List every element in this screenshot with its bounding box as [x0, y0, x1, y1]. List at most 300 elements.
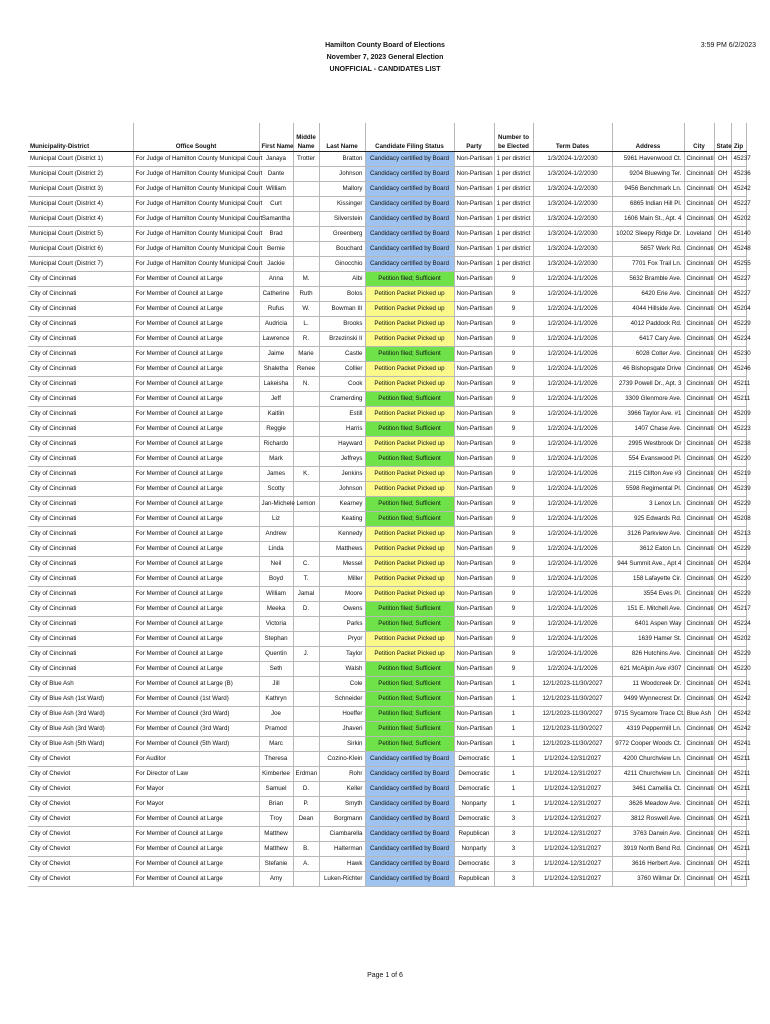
cell-state: OH: [714, 272, 731, 287]
cell-number-elected: 1 per district: [494, 212, 533, 227]
cell-municipality: City of Cheviot: [28, 827, 133, 842]
cell-city: Cincinnati: [684, 422, 714, 437]
cell-term-dates: 1/1/2024-12/31/2027: [533, 797, 612, 812]
cell-term-dates: 12/1/2023-11/30/2027: [533, 677, 612, 692]
cell-first-name: Quentin: [259, 647, 293, 662]
cell-first-name: Stefanie: [259, 857, 293, 872]
cell-office: For Member of Council at Large: [133, 572, 259, 587]
table-row: [28, 317, 746, 332]
cell-middle-name: J.: [293, 647, 319, 662]
cell-zip: 45255: [731, 257, 746, 272]
cell-number-elected: 9: [494, 332, 533, 347]
cell-status: Petition filed; Sufficient: [365, 347, 454, 362]
cell-municipality: Municipal Court (District 4): [28, 212, 133, 227]
cell-municipality: City of Cincinnati: [28, 362, 133, 377]
cell-municipality: City of Cincinnati: [28, 662, 133, 677]
cell-zip: 45213: [731, 527, 746, 542]
cell-municipality: City of Cincinnati: [28, 557, 133, 572]
col-first-name: First Name: [259, 123, 293, 152]
cell-middle-name: [293, 242, 319, 257]
cell-state: OH: [714, 587, 731, 602]
cell-address: 151 E. Mitchell Ave.: [612, 602, 684, 617]
cell-state: OH: [714, 782, 731, 797]
cell-zip: 45246: [731, 362, 746, 377]
cell-term-dates: 1/2/2024-1/1/2026: [533, 617, 612, 632]
cell-office: For Director of Law: [133, 767, 259, 782]
table-row: [28, 392, 746, 407]
cell-first-name: Kathryn: [259, 692, 293, 707]
cell-last-name: Parks: [319, 617, 365, 632]
cell-middle-name: [293, 632, 319, 647]
cell-number-elected: 9: [494, 317, 533, 332]
table-row: [28, 497, 746, 512]
cell-last-name: Jhaveri: [319, 722, 365, 737]
cell-number-elected: 1: [494, 677, 533, 692]
cell-zip: 45202: [731, 212, 746, 227]
cell-address: 4200 Churchview Ln.: [612, 752, 684, 767]
cell-state: OH: [714, 557, 731, 572]
table-row: [28, 257, 746, 272]
cell-status: Candidacy certified by Board: [365, 872, 454, 887]
cell-term-dates: 1/2/2024-1/1/2026: [533, 392, 612, 407]
cell-status: Petition Packet Picked up: [365, 287, 454, 302]
cell-municipality: City of Blue Ash (3rd Ward): [28, 707, 133, 722]
cell-first-name: Andrew: [259, 527, 293, 542]
table-row: [28, 827, 746, 842]
cell-middle-name: B.: [293, 842, 319, 857]
table-row: [28, 452, 746, 467]
cell-middle-name: [293, 257, 319, 272]
cell-last-name: Pryor: [319, 632, 365, 647]
cell-first-name: Jaime: [259, 347, 293, 362]
cell-state: OH: [714, 182, 731, 197]
cell-middle-name: [293, 422, 319, 437]
cell-last-name: Rohr: [319, 767, 365, 782]
col-last-name: Last Name: [319, 123, 365, 152]
cell-address: 5961 Havenwood Ct.: [612, 152, 684, 167]
cell-municipality: City of Cincinnati: [28, 632, 133, 647]
cell-address: 2995 Westbrook Dr: [612, 437, 684, 452]
cell-state: OH: [714, 257, 731, 272]
cell-address: 3626 Meadow Ave.: [612, 797, 684, 812]
cell-office: For Member of Council at Large: [133, 347, 259, 362]
cell-city: Cincinnati: [684, 152, 714, 167]
cell-zip: 45227: [731, 287, 746, 302]
cell-municipality: Municipal Court (District 7): [28, 257, 133, 272]
cell-city: Cincinnati: [684, 662, 714, 677]
cell-office: For Member of Council at Large: [133, 647, 259, 662]
cell-number-elected: 9: [494, 602, 533, 617]
cell-party: Non-Partisan: [454, 662, 494, 677]
cell-number-elected: 9: [494, 467, 533, 482]
cell-party: Non-Partisan: [454, 557, 494, 572]
cell-number-elected: 9: [494, 527, 533, 542]
cell-term-dates: 1/2/2024-1/1/2026: [533, 422, 612, 437]
table-row: [28, 842, 746, 857]
cell-city: Cincinnati: [684, 407, 714, 422]
cell-status: Petition Packet Picked up: [365, 332, 454, 347]
cell-first-name: Troy: [259, 812, 293, 827]
cell-middle-name: [293, 872, 319, 887]
cell-zip: 45220: [731, 452, 746, 467]
table-row: [28, 362, 746, 377]
cell-number-elected: 9: [494, 287, 533, 302]
cell-address: 10202 Sleepy Ridge Dr.: [612, 227, 684, 242]
cell-office: For Member of Council at Large: [133, 272, 259, 287]
cell-zip: 45211: [731, 842, 746, 857]
cell-number-elected: 9: [494, 452, 533, 467]
cell-address: 6401 Aspen Way: [612, 617, 684, 632]
cell-office: For Member of Council at Large: [133, 482, 259, 497]
cell-municipality: City of Cincinnati: [28, 317, 133, 332]
cell-middle-name: C.: [293, 557, 319, 572]
cell-first-name: Jackie: [259, 257, 293, 272]
table-row: [28, 617, 746, 632]
cell-status: Petition Packet Picked up: [365, 542, 454, 557]
cell-city: Cincinnati: [684, 782, 714, 797]
cell-party: Republican: [454, 872, 494, 887]
cell-office: For Member of Council at Large: [133, 302, 259, 317]
cell-middle-name: [293, 482, 319, 497]
cell-office: For Member of Council at Large: [133, 422, 259, 437]
cell-first-name: Shaletha: [259, 362, 293, 377]
cell-first-name: Meeka: [259, 602, 293, 617]
col-term-dates: Term Dates: [533, 123, 612, 152]
cell-term-dates: 1/2/2024-1/1/2026: [533, 497, 612, 512]
cell-status: Petition Packet Picked up: [365, 377, 454, 392]
cell-municipality: City of Cheviot: [28, 752, 133, 767]
cell-status: Petition filed; Sufficient: [365, 272, 454, 287]
cell-first-name: Audricia: [259, 317, 293, 332]
cell-city: Cincinnati: [684, 677, 714, 692]
cell-office: For Judge of Hamilton County Municipal Court: [133, 212, 259, 227]
cell-number-elected: 3: [494, 842, 533, 857]
cell-city: Cincinnati: [684, 347, 714, 362]
cell-address: 46 Bishopsgate Drive: [612, 362, 684, 377]
cell-zip: 45241: [731, 677, 746, 692]
cell-number-elected: 9: [494, 437, 533, 452]
cell-office: For Member of Council (3rd Ward): [133, 722, 259, 737]
cell-number-elected: 9: [494, 482, 533, 497]
cell-last-name: Harris: [319, 422, 365, 437]
cell-party: Non-Partisan: [454, 407, 494, 422]
cell-zip: 45208: [731, 512, 746, 527]
table-row: [28, 167, 746, 182]
cell-first-name: Neil: [259, 557, 293, 572]
cell-address: 621 McAlpin Ave #307: [612, 662, 684, 677]
table-row: [28, 587, 746, 602]
cell-state: OH: [714, 167, 731, 182]
cell-address: 7701 Fox Trail Ln.: [612, 257, 684, 272]
cell-municipality: City of Cheviot: [28, 767, 133, 782]
cell-municipality: City of Cincinnati: [28, 497, 133, 512]
cell-municipality: City of Cincinnati: [28, 272, 133, 287]
cell-office: For Member of Council at Large: [133, 377, 259, 392]
cell-term-dates: 1/2/2024-1/1/2026: [533, 527, 612, 542]
cell-zip: 45211: [731, 752, 746, 767]
cell-term-dates: 1/2/2024-1/1/2026: [533, 302, 612, 317]
cell-middle-name: W.: [293, 302, 319, 317]
cell-number-elected: 1: [494, 797, 533, 812]
cell-number-elected: 1: [494, 722, 533, 737]
cell-zip: 45242: [731, 707, 746, 722]
cell-office: For Member of Council at Large: [133, 512, 259, 527]
cell-state: OH: [714, 767, 731, 782]
cell-address: 5657 Werk Rd.: [612, 242, 684, 257]
cell-municipality: Municipal Court (District 5): [28, 227, 133, 242]
cell-number-elected: 9: [494, 302, 533, 317]
cell-office: For Member of Council at Large: [133, 362, 259, 377]
cell-zip: 45229: [731, 542, 746, 557]
cell-number-elected: 9: [494, 542, 533, 557]
cell-term-dates: 1/3/2024-1/2/2030: [533, 197, 612, 212]
cell-middle-name: [293, 227, 319, 242]
table-row: [28, 512, 746, 527]
cell-state: OH: [714, 227, 731, 242]
cell-municipality: City of Cheviot: [28, 812, 133, 827]
cell-last-name: Silverstein: [319, 212, 365, 227]
table-row: [28, 287, 746, 302]
cell-zip: 45229: [731, 647, 746, 662]
col-state: State: [714, 123, 731, 152]
cell-middle-name: [293, 722, 319, 737]
cell-first-name: Jeff: [259, 392, 293, 407]
cell-address: 3760 Wilmar Dr.: [612, 872, 684, 887]
cell-city: Cincinnati: [684, 587, 714, 602]
table-row: [28, 647, 746, 662]
cell-party: Non-Partisan: [454, 632, 494, 647]
cell-last-name: Matthews: [319, 542, 365, 557]
cell-term-dates: 1/2/2024-1/1/2026: [533, 632, 612, 647]
cell-state: OH: [714, 407, 731, 422]
cell-middle-name: [293, 452, 319, 467]
cell-last-name: Taylor: [319, 647, 365, 662]
cell-term-dates: 1/2/2024-1/1/2026: [533, 572, 612, 587]
cell-status: Petition Packet Picked up: [365, 317, 454, 332]
cell-middle-name: Renee: [293, 362, 319, 377]
cell-middle-name: [293, 512, 319, 527]
cell-status: Petition filed; Sufficient: [365, 602, 454, 617]
cell-status: Petition Packet Picked up: [365, 362, 454, 377]
cell-municipality: City of Cincinnati: [28, 647, 133, 662]
cell-office: For Member of Council at Large: [133, 452, 259, 467]
cell-middle-name: Trotter: [293, 152, 319, 167]
cell-term-dates: 1/3/2024-1/2/2030: [533, 227, 612, 242]
cell-term-dates: 1/2/2024-1/1/2026: [533, 332, 612, 347]
cell-city: Cincinnati: [684, 482, 714, 497]
cell-state: OH: [714, 452, 731, 467]
cell-party: Non-Partisan: [454, 377, 494, 392]
cell-address: 9772 Cooper Woods Ct.: [612, 737, 684, 752]
cell-party: Non-Partisan: [454, 572, 494, 587]
cell-address: 4012 Paddock Rd.: [612, 317, 684, 332]
cell-first-name: Curt: [259, 197, 293, 212]
cell-first-name: Scotty: [259, 482, 293, 497]
cell-term-dates: 1/2/2024-1/1/2026: [533, 452, 612, 467]
cell-party: Non-Partisan: [454, 197, 494, 212]
cell-party: Non-Partisan: [454, 317, 494, 332]
cell-address: 5632 Bramble Ave.: [612, 272, 684, 287]
cell-office: For Judge of Hamilton County Municipal Court: [133, 227, 259, 242]
cell-middle-name: [293, 407, 319, 422]
cell-address: 9715 Sycamore Trace Ct.: [612, 707, 684, 722]
cell-state: OH: [714, 842, 731, 857]
cell-party: Democratic: [454, 812, 494, 827]
cell-number-elected: 9: [494, 587, 533, 602]
cell-municipality: City of Cincinnati: [28, 377, 133, 392]
cell-first-name: Lakeisha: [259, 377, 293, 392]
cell-party: Non-Partisan: [454, 677, 494, 692]
cell-party: Non-Partisan: [454, 362, 494, 377]
cell-zip: 45209: [731, 407, 746, 422]
cell-office: For Member of Council at Large: [133, 587, 259, 602]
cell-party: Non-Partisan: [454, 467, 494, 482]
cell-office: For Judge of Hamilton County Municipal Court: [133, 152, 259, 167]
cell-zip: 45242: [731, 722, 746, 737]
cell-last-name: Hayward: [319, 437, 365, 452]
cell-address: 6028 Colter Ave.: [612, 347, 684, 362]
cell-term-dates: 1/2/2024-1/1/2026: [533, 272, 612, 287]
cell-municipality: City of Cincinnati: [28, 587, 133, 602]
cell-municipality: City of Blue Ash (1st Ward): [28, 692, 133, 707]
cell-middle-name: [293, 197, 319, 212]
cell-state: OH: [714, 212, 731, 227]
cell-first-name: Samuel: [259, 782, 293, 797]
cell-middle-name: [293, 707, 319, 722]
table-row: [28, 407, 746, 422]
cell-number-elected: 1: [494, 752, 533, 767]
cell-status: Candidacy certified by Board: [365, 167, 454, 182]
cell-zip: 45241: [731, 737, 746, 752]
cell-term-dates: 1/1/2024-12/31/2027: [533, 872, 612, 887]
cell-middle-name: [293, 662, 319, 677]
table-row: [28, 347, 746, 362]
cell-number-elected: 9: [494, 662, 533, 677]
cell-party: Non-Partisan: [454, 482, 494, 497]
cell-last-name: Smyth: [319, 797, 365, 812]
cell-city: Cincinnati: [684, 377, 714, 392]
cell-municipality: City of Cincinnati: [28, 437, 133, 452]
cell-number-elected: 3: [494, 827, 533, 842]
cell-number-elected: 9: [494, 572, 533, 587]
cell-state: OH: [714, 602, 731, 617]
cell-status: Petition filed; Sufficient: [365, 452, 454, 467]
cell-first-name: William: [259, 587, 293, 602]
cell-office: For Member of Council at Large: [133, 842, 259, 857]
cell-state: OH: [714, 617, 731, 632]
cell-municipality: City of Cincinnati: [28, 302, 133, 317]
cell-number-elected: 9: [494, 407, 533, 422]
cell-status: Candidacy certified by Board: [365, 197, 454, 212]
cell-term-dates: 1/3/2024-1/2/2030: [533, 167, 612, 182]
cell-state: OH: [714, 497, 731, 512]
cell-municipality: City of Cincinnati: [28, 392, 133, 407]
cell-term-dates: 12/1/2023-11/30/2027: [533, 707, 612, 722]
cell-middle-name: Ruth: [293, 287, 319, 302]
cell-municipality: City of Blue Ash: [28, 677, 133, 692]
cell-middle-name: Lemon: [293, 497, 319, 512]
cell-zip: 45242: [731, 182, 746, 197]
cell-last-name: Hoeffer: [319, 707, 365, 722]
cell-state: OH: [714, 362, 731, 377]
table-row: [28, 242, 746, 257]
cell-city: Cincinnati: [684, 692, 714, 707]
cell-party: Non-Partisan: [454, 512, 494, 527]
cell-municipality: City of Cheviot: [28, 842, 133, 857]
table-row: [28, 467, 746, 482]
cell-municipality: City of Cheviot: [28, 872, 133, 887]
cell-office: For Judge of Hamilton County Municipal Court: [133, 257, 259, 272]
cell-last-name: Kissinger: [319, 197, 365, 212]
table-row: [28, 812, 746, 827]
cell-city: Cincinnati: [684, 512, 714, 527]
cell-status: Candidacy certified by Board: [365, 827, 454, 842]
cell-state: OH: [714, 857, 731, 872]
cell-term-dates: 1/2/2024-1/1/2026: [533, 647, 612, 662]
table-row: [28, 632, 746, 647]
cell-first-name: Joe: [259, 707, 293, 722]
cell-zip: 45220: [731, 662, 746, 677]
cell-municipality: City of Cincinnati: [28, 452, 133, 467]
cell-number-elected: 1: [494, 767, 533, 782]
cell-address: 554 Evanswood Pl.: [612, 452, 684, 467]
cell-party: Non-Partisan: [454, 602, 494, 617]
cell-zip: 45237: [731, 152, 746, 167]
cell-city: Cincinnati: [684, 287, 714, 302]
cell-term-dates: 1/2/2024-1/1/2026: [533, 467, 612, 482]
cell-term-dates: 1/2/2024-1/1/2026: [533, 287, 612, 302]
cell-state: OH: [714, 482, 731, 497]
cell-number-elected: 3: [494, 872, 533, 887]
cell-status: Candidacy certified by Board: [365, 152, 454, 167]
cell-address: 9456 Benchmark Ln.: [612, 182, 684, 197]
cell-middle-name: Marie: [293, 347, 319, 362]
cell-office: For Member of Council at Large: [133, 392, 259, 407]
cell-number-elected: 1 per district: [494, 227, 533, 242]
cell-party: Non-Partisan: [454, 497, 494, 512]
cell-status: Petition Packet Picked up: [365, 407, 454, 422]
cell-address: 3616 Herbert Ave.: [612, 857, 684, 872]
report-header: [0, 40, 770, 76]
cell-state: OH: [714, 572, 731, 587]
cell-first-name: Theresa: [259, 752, 293, 767]
cell-city: Cincinnati: [684, 257, 714, 272]
cell-last-name: Bowman III: [319, 302, 365, 317]
cell-address: 4319 Peppermill Ln.: [612, 722, 684, 737]
cell-address: 3309 Glenmore Ave.: [612, 392, 684, 407]
cell-term-dates: 1/3/2024-1/2/2030: [533, 182, 612, 197]
cell-number-elected: 9: [494, 272, 533, 287]
cell-city: Cincinnati: [684, 197, 714, 212]
cell-address: 3461 Camellia Ct.: [612, 782, 684, 797]
cell-middle-name: M.: [293, 272, 319, 287]
cell-first-name: Kaitlin: [259, 407, 293, 422]
cell-city: Cincinnati: [684, 797, 714, 812]
cell-party: Non-Partisan: [454, 212, 494, 227]
cell-number-elected: 1 per district: [494, 197, 533, 212]
cell-municipality: City of Blue Ash (5th Ward): [28, 737, 133, 752]
cell-status: Candidacy certified by Board: [365, 767, 454, 782]
table-row: [28, 662, 746, 677]
cell-last-name: Bouchard: [319, 242, 365, 257]
cell-middle-name: Jamal: [293, 587, 319, 602]
cell-party: Non-Partisan: [454, 692, 494, 707]
cell-status: Candidacy certified by Board: [365, 752, 454, 767]
cell-status: Petition filed; Sufficient: [365, 497, 454, 512]
cell-status: Candidacy certified by Board: [365, 257, 454, 272]
cell-municipality: Municipal Court (District 6): [28, 242, 133, 257]
cell-middle-name: P.: [293, 797, 319, 812]
